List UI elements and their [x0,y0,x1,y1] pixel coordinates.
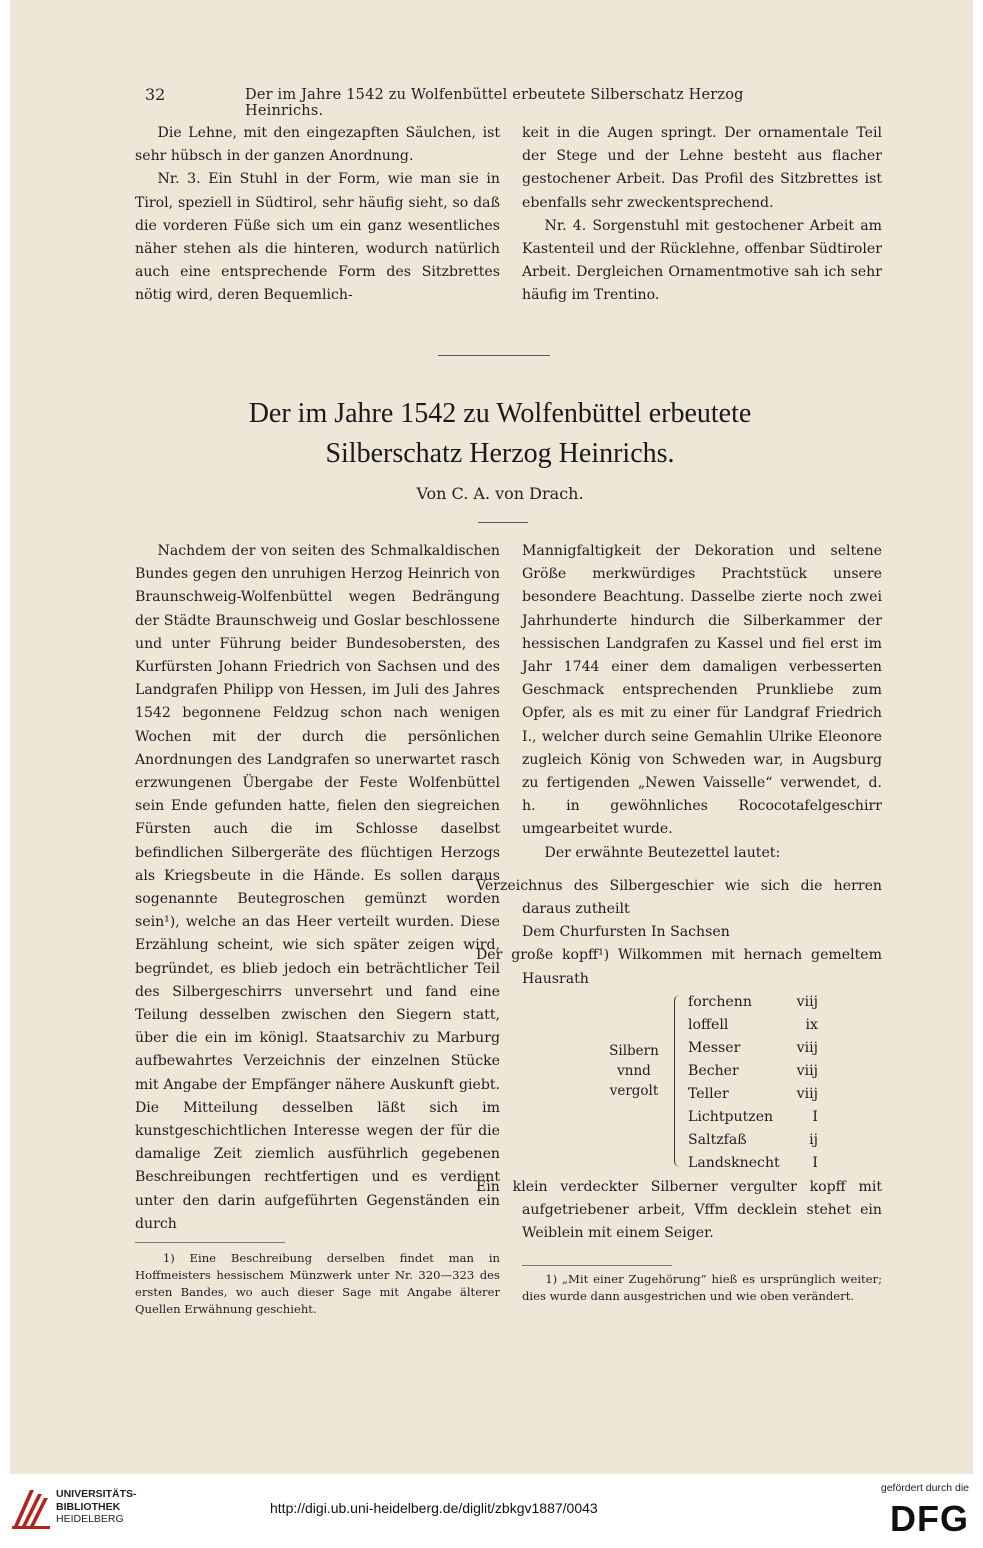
paragraph: Nr. 3. Ein Stuhl in der Form, wie man sie in Tirol, speziell in Südtirol, sehr häufig sieht, so daß die vorderen Füße sich um ein ganz wesentliches näher stehen als die hinteren, wodurch natürlich auch eine entsprechende Form des Sitzbrettes nötig wird, deren Bequemlich- [135,171,500,304]
digitization-footer [0,1474,983,1548]
inventory-entry: Ein klein verdeckter Silberner vergulter kopff mit aufgetriebener arbeit, Vffm decklein stehet ein Weiblein mit einem Seiger. [476,1178,882,1242]
section-divider [438,355,550,356]
inventory-row: Lichtputzen I [688,1108,818,1125]
funding-note: gefördert durch die [880,1482,969,1494]
inventory-entry: Der große kopff¹) Wilkommen mit hernach gemeltem Hausrath [476,947,882,987]
inventory-row: Saltzfaß ij [688,1131,818,1148]
byline-divider [478,522,528,523]
inventory-row: forchenn viij [688,993,818,1010]
article-byline: Von C. A. von Drach. [416,484,584,503]
footnote-left: 1) Eine Beschreibung derselben findet man in Hoffmeisters hessischem Münzwerk unter Nr. 320—323 des ersten Bandes, wo auch dieser Sage mit Angabe älterer Quellen Erwähnung geschieht. [135,1251,500,1316]
paragraph: Mannigfaltigkeit der Dekoration und seltene Größe merkwürdiges Prachtstück unsere besondere Beachtung. Dasselbe zierte noch zwei Jahrhunderte hindurch die Silberkammer der hessischen Landgrafen zu Kassel und fiel erst im Jahr 1744 einer dem damaligen verbesserten Geschmack entsprechenden Prunkliebe zum Opfer, als es mit zu einer für Landgraf Friedrich I., welcher durch seine Gemahlin Ulrike Eleonore zugleich König von Schweden war, in Augsburg zu fertigenden „Newen Vaisselle“ verwendet, d. h. in gewöhnliches Rococotafelgeschirr umgearbeitet wurde. [522,543,882,838]
running-title: Der im Jahre 1542 zu Wolfenbüttel erbeutete Silberschatz Herzog Heinrichs. [245,87,744,119]
article-title-line1: Der im Jahre 1542 zu Wolfenbüttel erbeutete [248,398,752,429]
university-library-logo [10,1486,52,1530]
inventory-group-label: Silbern vnnd vergolt [609,1042,659,1099]
article-title-line2: Silberschatz Herzog Heinrichs. [325,438,675,469]
source-url-link[interactable]: http://digi.ub.uni-heidelberg.de/diglit/zbkgv1887/0043 [270,1500,598,1516]
inventory-row: Teller viij [688,1085,818,1102]
inventory-row: Landsknecht I [688,1154,818,1171]
paragraph: Der erwähnte Beutezettel lautet: [544,844,781,861]
footnote-divider [135,1242,285,1243]
footnote-right: 1) „Mit einer Zugehörung“ hieß es ursprünglich weiter; dies wurde dann ausgestrichen und wie oben verändert. [522,1272,882,1303]
inventory-row: Messer viij [688,1039,818,1056]
top-left-column [135,122,500,308]
article-left-column [135,540,500,1236]
footnote-divider [522,1265,672,1266]
dfg-logo: DFG [890,1498,969,1539]
paragraph: Nr. 4. Sorgenstuhl mit gestochener Arbeit am Kastenteil und der Rücklehne, offenbar Südtiroler Arbeit. Dergleichen Ornamentmotive sah ich sehr häufig im Trentino. [522,217,882,304]
inventory-row: loffell ix [688,1016,818,1033]
curly-brace [674,995,683,1167]
paragraph: keit in die Augen springt. Der ornamentale Teil der Stege und der Lehne besteht aus flacher gestochener Arbeit. Das Profil des Sitzbrettes ist ebenfalls sehr zweckentsprechend. [522,125,882,211]
article-right-column [476,540,882,1245]
inventory-row: Becher viij [688,1062,818,1079]
paragraph: Die Lehne, mit den eingezapften Säulchen, ist sehr hübsch in der ganzen Anordnung. [135,125,500,165]
inventory-table [522,991,882,1176]
top-right-column [522,122,882,308]
paragraph: Nachdem der von seiten des Schmalkaldischen Bundes gegen den unruhigen Herzog Heinrich von Braunschweig-Wolfenbüttel wegen Bedrängung der Städte Braunschweig und Goslar beschlossene und unter Führung beider Bundesobersten, des Kurfürsten Johann Friedrich von Sachsen und des Landgrafen Philipp von Hessen, im Juli des Jahres 1542 begonnene Feldzug schon nach wenigen Wochen mit der durch die persönlichen Anordnungen des Landgrafen so unerwartet rasch erzwungenen Übergabe der Feste Wolfenbüttel sein Ende gefunden hatte, fielen den siegreichen Fürsten auch die im Schlosse daselbst befindlichen Silbergeräte des flüchtigen Herzogs als Kriegsbeute in die Hände. Es sollen daraus sogenannte Beutegroschen gemünzt worden sein¹), welche an das Heer verteilt wurden. Diese Erzählung scheint, wie sich später zeigen wird, begründet, es blieb jedoch ein beträchtlicher Teil des Silbergeschirrs unversehrt und fand eine Teilung desselben zwischen den Siegern statt, über die ein im königl. Staatsarchiv zu Marburg aufbewahrtes Verzeichnis der einzelnen Stücke mit Angabe der Empfänger nähere Auskunft giebt. Die Mitteilung desselben läßt sich im kunstgeschichtlichen Interesse wegen der für die damalige Zeit ziemlich ausführlich gegebenen Beschreibungen rechtfertigen und es verdient unter den darin aufgeführten Gegenständen ein durch [135,543,500,1232]
library-name: UNIVERSITÄTS- BIBLIOTHEK HEIDELBERG [56,1488,137,1525]
inventory-recipient: Dem Churfursten In Sachsen [522,924,730,941]
page-number: 32 [145,85,166,104]
inventory-heading: Verzeichnus des Silbergeschier wie sich die herren daraus zutheilt [476,877,882,918]
